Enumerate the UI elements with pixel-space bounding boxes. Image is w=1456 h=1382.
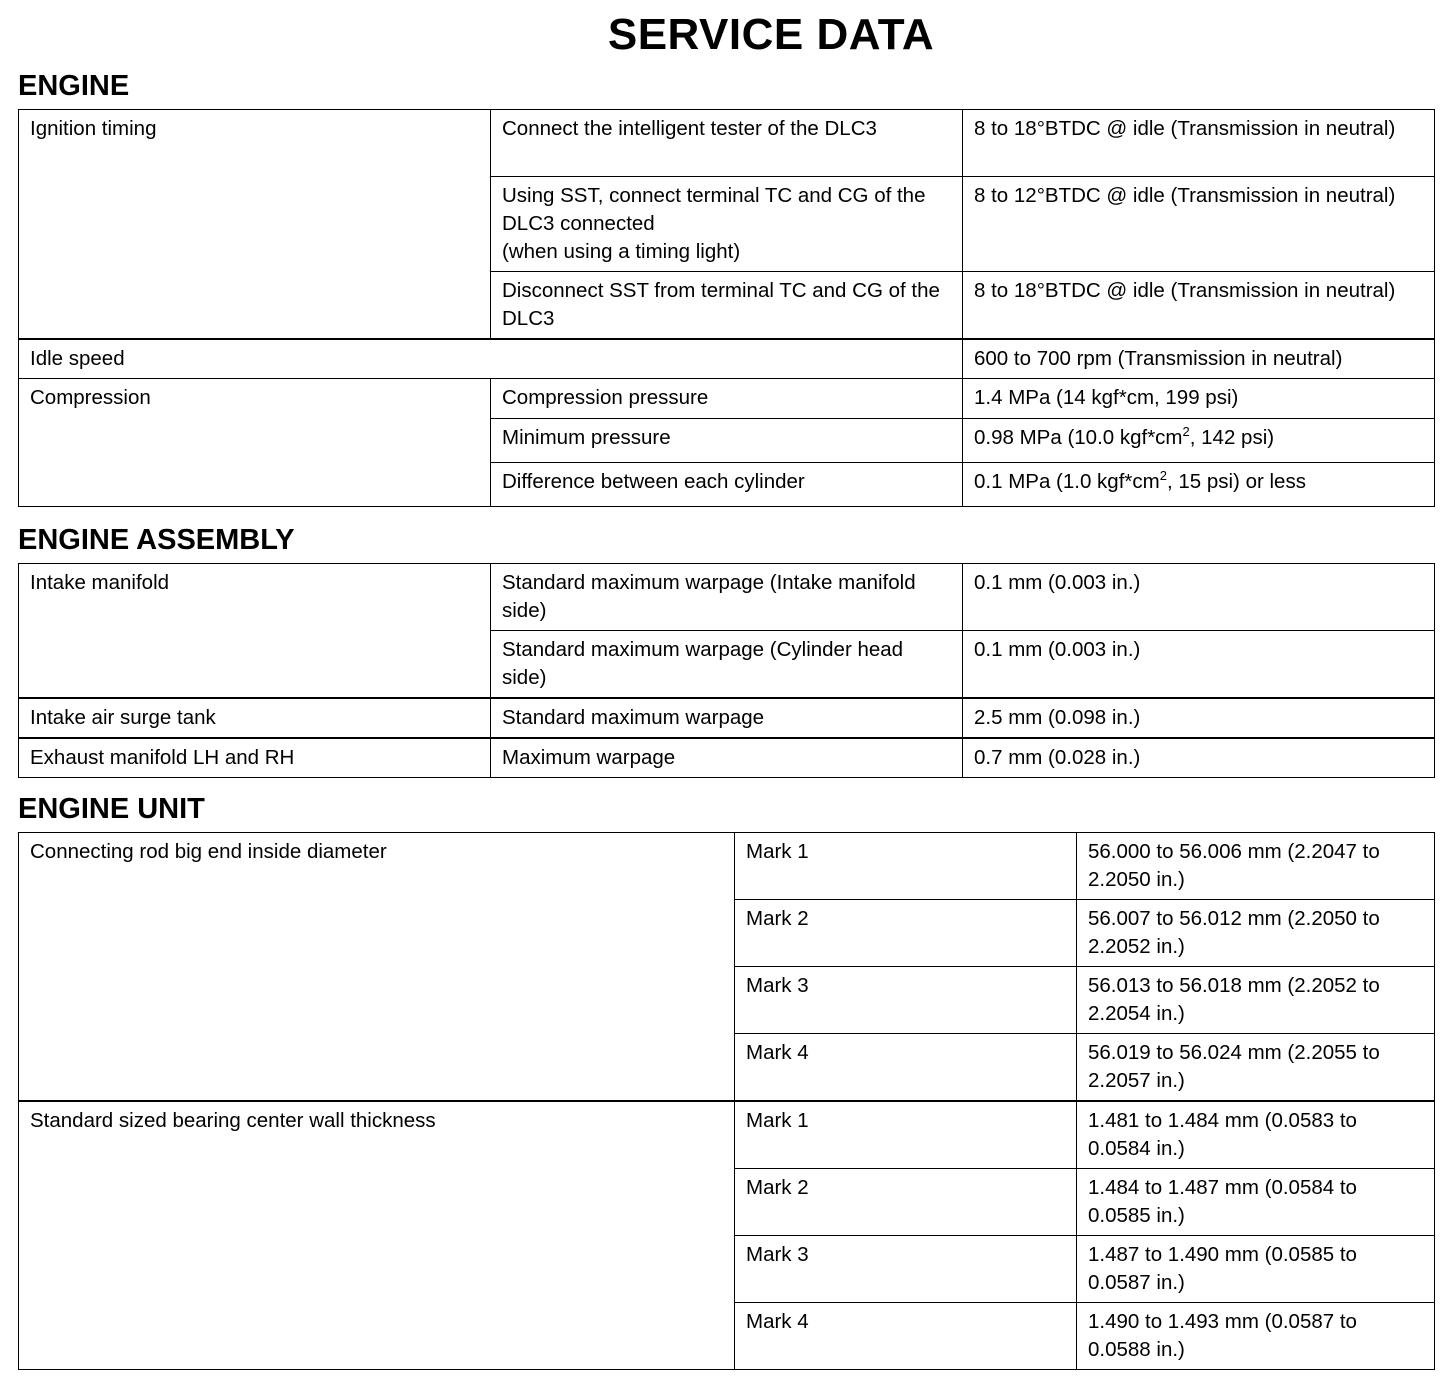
table-row xyxy=(19,564,1435,631)
mark-cell: Mark 1 xyxy=(735,1101,1077,1169)
spec-cell: 8 to 18°BTDC @ idle (Transmission in neutral) xyxy=(963,110,1435,177)
spec-cell: 8 to 12°BTDC @ idle (Transmission in neutral) xyxy=(963,177,1435,272)
condition-cell: Disconnect SST from terminal TC and CG of the DLC3 xyxy=(491,272,963,340)
table-row xyxy=(19,110,1435,177)
spec-cell xyxy=(963,463,1435,507)
conrod-label: Connecting rod big end inside diameter xyxy=(19,833,735,1102)
condition-cell: Standard maximum warpage (Intake manifold side) xyxy=(491,564,963,631)
mark-cell: Mark 3 xyxy=(735,967,1077,1034)
spec-cell: 1.4 MPa (14 kgf*cm, 199 psi) xyxy=(963,379,1435,419)
spec-cell: 2.5 mm (0.098 in.) xyxy=(963,698,1435,738)
table-row xyxy=(19,833,1435,900)
intake-manifold-label: Intake manifold xyxy=(19,564,491,699)
compression-label: Compression xyxy=(19,379,491,507)
table-row xyxy=(19,698,1435,738)
mark-cell: Mark 1 xyxy=(735,833,1077,900)
spec-cell: 1.490 to 1.493 mm (0.0587 to 0.0588 in.) xyxy=(1077,1303,1435,1370)
condition-cell xyxy=(491,177,963,272)
engine-table xyxy=(18,109,1435,507)
table-row xyxy=(19,738,1435,778)
table-row xyxy=(19,339,1435,379)
condition-cell: Standard maximum warpage (Cylinder head side) xyxy=(491,631,963,699)
condition-cell: Maximum warpage xyxy=(491,738,963,778)
spec-cell: 1.481 to 1.484 mm (0.0583 to 0.0584 in.) xyxy=(1077,1101,1435,1169)
spec-text: 0.1 MPa (1.0 kgf*cm xyxy=(974,470,1160,493)
table-row xyxy=(19,379,1435,419)
section-heading-engine-assembly: ENGINE ASSEMBLY xyxy=(18,524,295,556)
section-heading-engine-unit: ENGINE UNIT xyxy=(18,793,205,825)
condition-cell: Connect the intelligent tester of the DLC3 xyxy=(491,110,963,177)
spec-cell: 56.000 to 56.006 mm (2.2047 to 2.2050 in.) xyxy=(1077,833,1435,900)
engine-assembly-table xyxy=(18,563,1435,778)
page-title: SERVICE DATA xyxy=(607,10,935,59)
condition-line: Using SST, connect terminal TC and CG of the DLC3 connected xyxy=(502,184,926,235)
spec-cell: 8 to 18°BTDC @ idle (Transmission in neutral) xyxy=(963,272,1435,340)
spec-text: , 15 psi) or less xyxy=(1166,470,1306,493)
spec-cell: 0.7 mm (0.028 in.) xyxy=(963,738,1435,778)
spec-cell xyxy=(963,419,1435,463)
bearing-label: Standard sized bearing center wall thickness xyxy=(19,1101,735,1370)
ignition-timing-label: Ignition timing xyxy=(19,110,491,340)
spec-cell: 56.019 to 56.024 mm (2.2055 to 2.2057 in.) xyxy=(1077,1034,1435,1102)
superscript: 2 xyxy=(1159,468,1167,483)
spec-cell: 1.484 to 1.487 mm (0.0584 to 0.0585 in.) xyxy=(1077,1169,1435,1236)
spec-cell: 600 to 700 rpm (Transmission in neutral) xyxy=(963,339,1435,379)
mark-cell: Mark 4 xyxy=(735,1034,1077,1102)
condition-cell: Minimum pressure xyxy=(491,419,963,463)
idle-speed-label: Idle speed xyxy=(19,339,963,379)
spec-cell: 0.1 mm (0.003 in.) xyxy=(963,564,1435,631)
mark-cell: Mark 3 xyxy=(735,1236,1077,1303)
section-heading-engine: ENGINE xyxy=(18,70,130,102)
mark-cell: Mark 4 xyxy=(735,1303,1077,1370)
mark-cell: Mark 2 xyxy=(735,1169,1077,1236)
mark-cell: Mark 2 xyxy=(735,900,1077,967)
condition-line: (when using a timing light) xyxy=(502,240,741,263)
exhaust-manifold-label: Exhaust manifold LH and RH xyxy=(19,738,491,778)
condition-cell: Standard maximum warpage xyxy=(491,698,963,738)
condition-cell: Compression pressure xyxy=(491,379,963,419)
spec-cell: 56.007 to 56.012 mm (2.2050 to 2.2052 in.) xyxy=(1077,900,1435,967)
spec-text: , 142 psi) xyxy=(1189,426,1275,449)
spec-cell: 0.1 mm (0.003 in.) xyxy=(963,631,1435,699)
table-row xyxy=(19,1101,1435,1169)
superscript: 2 xyxy=(1182,424,1190,439)
engine-unit-table xyxy=(18,832,1435,1370)
spec-text: 0.98 MPa (10.0 kgf*cm xyxy=(974,426,1183,449)
condition-cell: Difference between each cylinder xyxy=(491,463,963,507)
surge-tank-label: Intake air surge tank xyxy=(19,698,491,738)
spec-cell: 56.013 to 56.018 mm (2.2052 to 2.2054 in.) xyxy=(1077,967,1435,1034)
spec-cell: 1.487 to 1.490 mm (0.0585 to 0.0587 in.) xyxy=(1077,1236,1435,1303)
